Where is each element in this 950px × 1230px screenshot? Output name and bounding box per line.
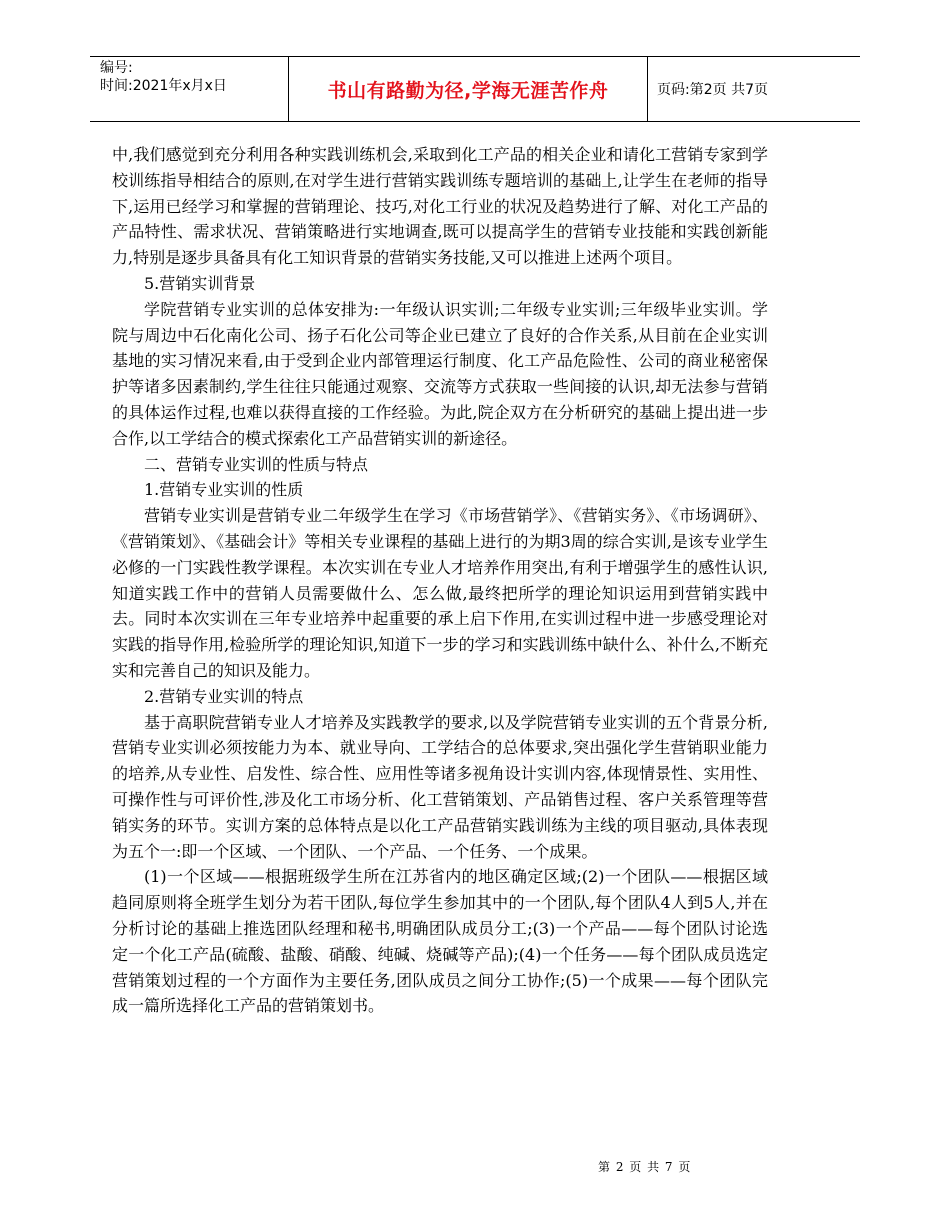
body-paragraph: 营销专业实训是营销专业二年级学生在学习《市场营销学》、《营销实务》、《市场调研》、《营销策划》、《基础会计》等相关专业课程的基础上进行的为期3周的综合实训,是该专业学生必修的一门实践性教学课程。本次实训在专业人才培养作用突出,有利于增强学生的感性认识,知道实践工作中的营销人员需要做什么、怎么做,最终把所学的理论知识运用到营销实践中去。同时本次实训在三年专业培养中起重要的承上启下作用,在实训过程中进一步感受理论对实践的指导作用,检验所学的理论知识,知道下一步的学习和实践训练中缺什么、补什么,不断充实和完善自己的知识及能力。 <box>112 506 768 680</box>
header-motto: 书山有路勤为径,学海无涯苦作舟 <box>288 57 648 121</box>
section-heading: 5.营销实训背景 <box>144 273 256 293</box>
section-heading: 二、营销专业实训的性质与特点 <box>144 454 369 474</box>
page-footer: 第 2 页 共 7 页 <box>598 1160 691 1174</box>
body-paragraph: 基于高职院营销专业人才培养及实践教学的要求,以及学院营销专业实训的五个背景分析,营销专业实训必须按能力为本、就业导向、工学结合的总体要求,突出强化学生营销职业能力的培养,从专业性、启发性、综合性、应用性等诸多视角设计实训内容,体现情景性、实用性、可操作性与可评价性,涉及化工市场分析、化工营销策划、产品销售过程、客户关系管理等营销实务的环节。实训方案的总体特点是以化工产品营销实践训练为主线的项目驱动,具体表现为五个一:即一个区域、一个团队、一个产品、一个任务、一个成果。 <box>112 712 768 861</box>
body-paragraph: 中,我们感觉到充分利用各种实践训练机会,采取到化工产品的相关企业和请化工营销专家到学校训练指导相结合的原则,在对学生进行营销实践训练专题培训的基础上,让学生在老师的指导下,运用已经学习和掌握的营销理论、技巧,对化工行业的状况及趋势进行了解、对化工产品的产品特性、需求状况、营销策略进行实地调查,既可以提高学生的营销专业技能和实践创新能力,特别是逐步具备具有化工知识背景的营销实务技能,又可以推进上述两个项目。 <box>112 145 768 268</box>
header-meta <box>90 57 288 121</box>
document-body <box>112 142 768 1019</box>
document-time-label: 时间:2021年x月x日 <box>100 78 227 94</box>
body-paragraph: (1)一个区域——根据班级学生所在江苏省内的地区确定区域;(2)一个团队——根据区域趋同原则将全班学生划分为若干团队,每位学生参加其中的一个团队,每个团队4人到5人,并在分析讨论的基础上推选团队经理和秘书,明确团队成员分工;(3)一个产品——每个团队讨论选定一个化工产品(硫酸、盐酸、硝酸、纯碱、烧碱等产品);(4)一个任务——每个团队成员选定营销策划过程的一个方面作为主要任务,团队成员之间分工协作;(5)一个成果——每个团队完成一篇所选择化工产品的营销策划书。 <box>112 867 768 1016</box>
section-heading: 1.营销专业实训的性质 <box>144 480 304 500</box>
body-paragraph: 学院营销专业实训的总体安排为:一年级认识实训;二年级专业实训;三年级毕业实训。学院与周边中石化南化公司、扬子石化公司等企业已建立了良好的合作关系,从目前在企业实训基地的实习情况来看,由于受到企业内部管理运行制度、化工产品危险性、公司的商业秘密保护等诸多因素制约,学生往往只能通过观察、交流等方式获取一些间接的认识,却无法参与营销的具体运作过程,也难以获得直接的工作经验。为此,院企双方在分析研究的基础上提出进一步合作,以工学结合的模式探索化工产品营销实训的新途径。 <box>112 299 768 448</box>
section-heading: 2.营销专业实训的特点 <box>144 686 304 706</box>
page-header <box>90 56 860 122</box>
document-number-label: 编号: <box>100 60 133 76</box>
header-page-info: 页码:第2页 共7页 <box>657 82 768 98</box>
